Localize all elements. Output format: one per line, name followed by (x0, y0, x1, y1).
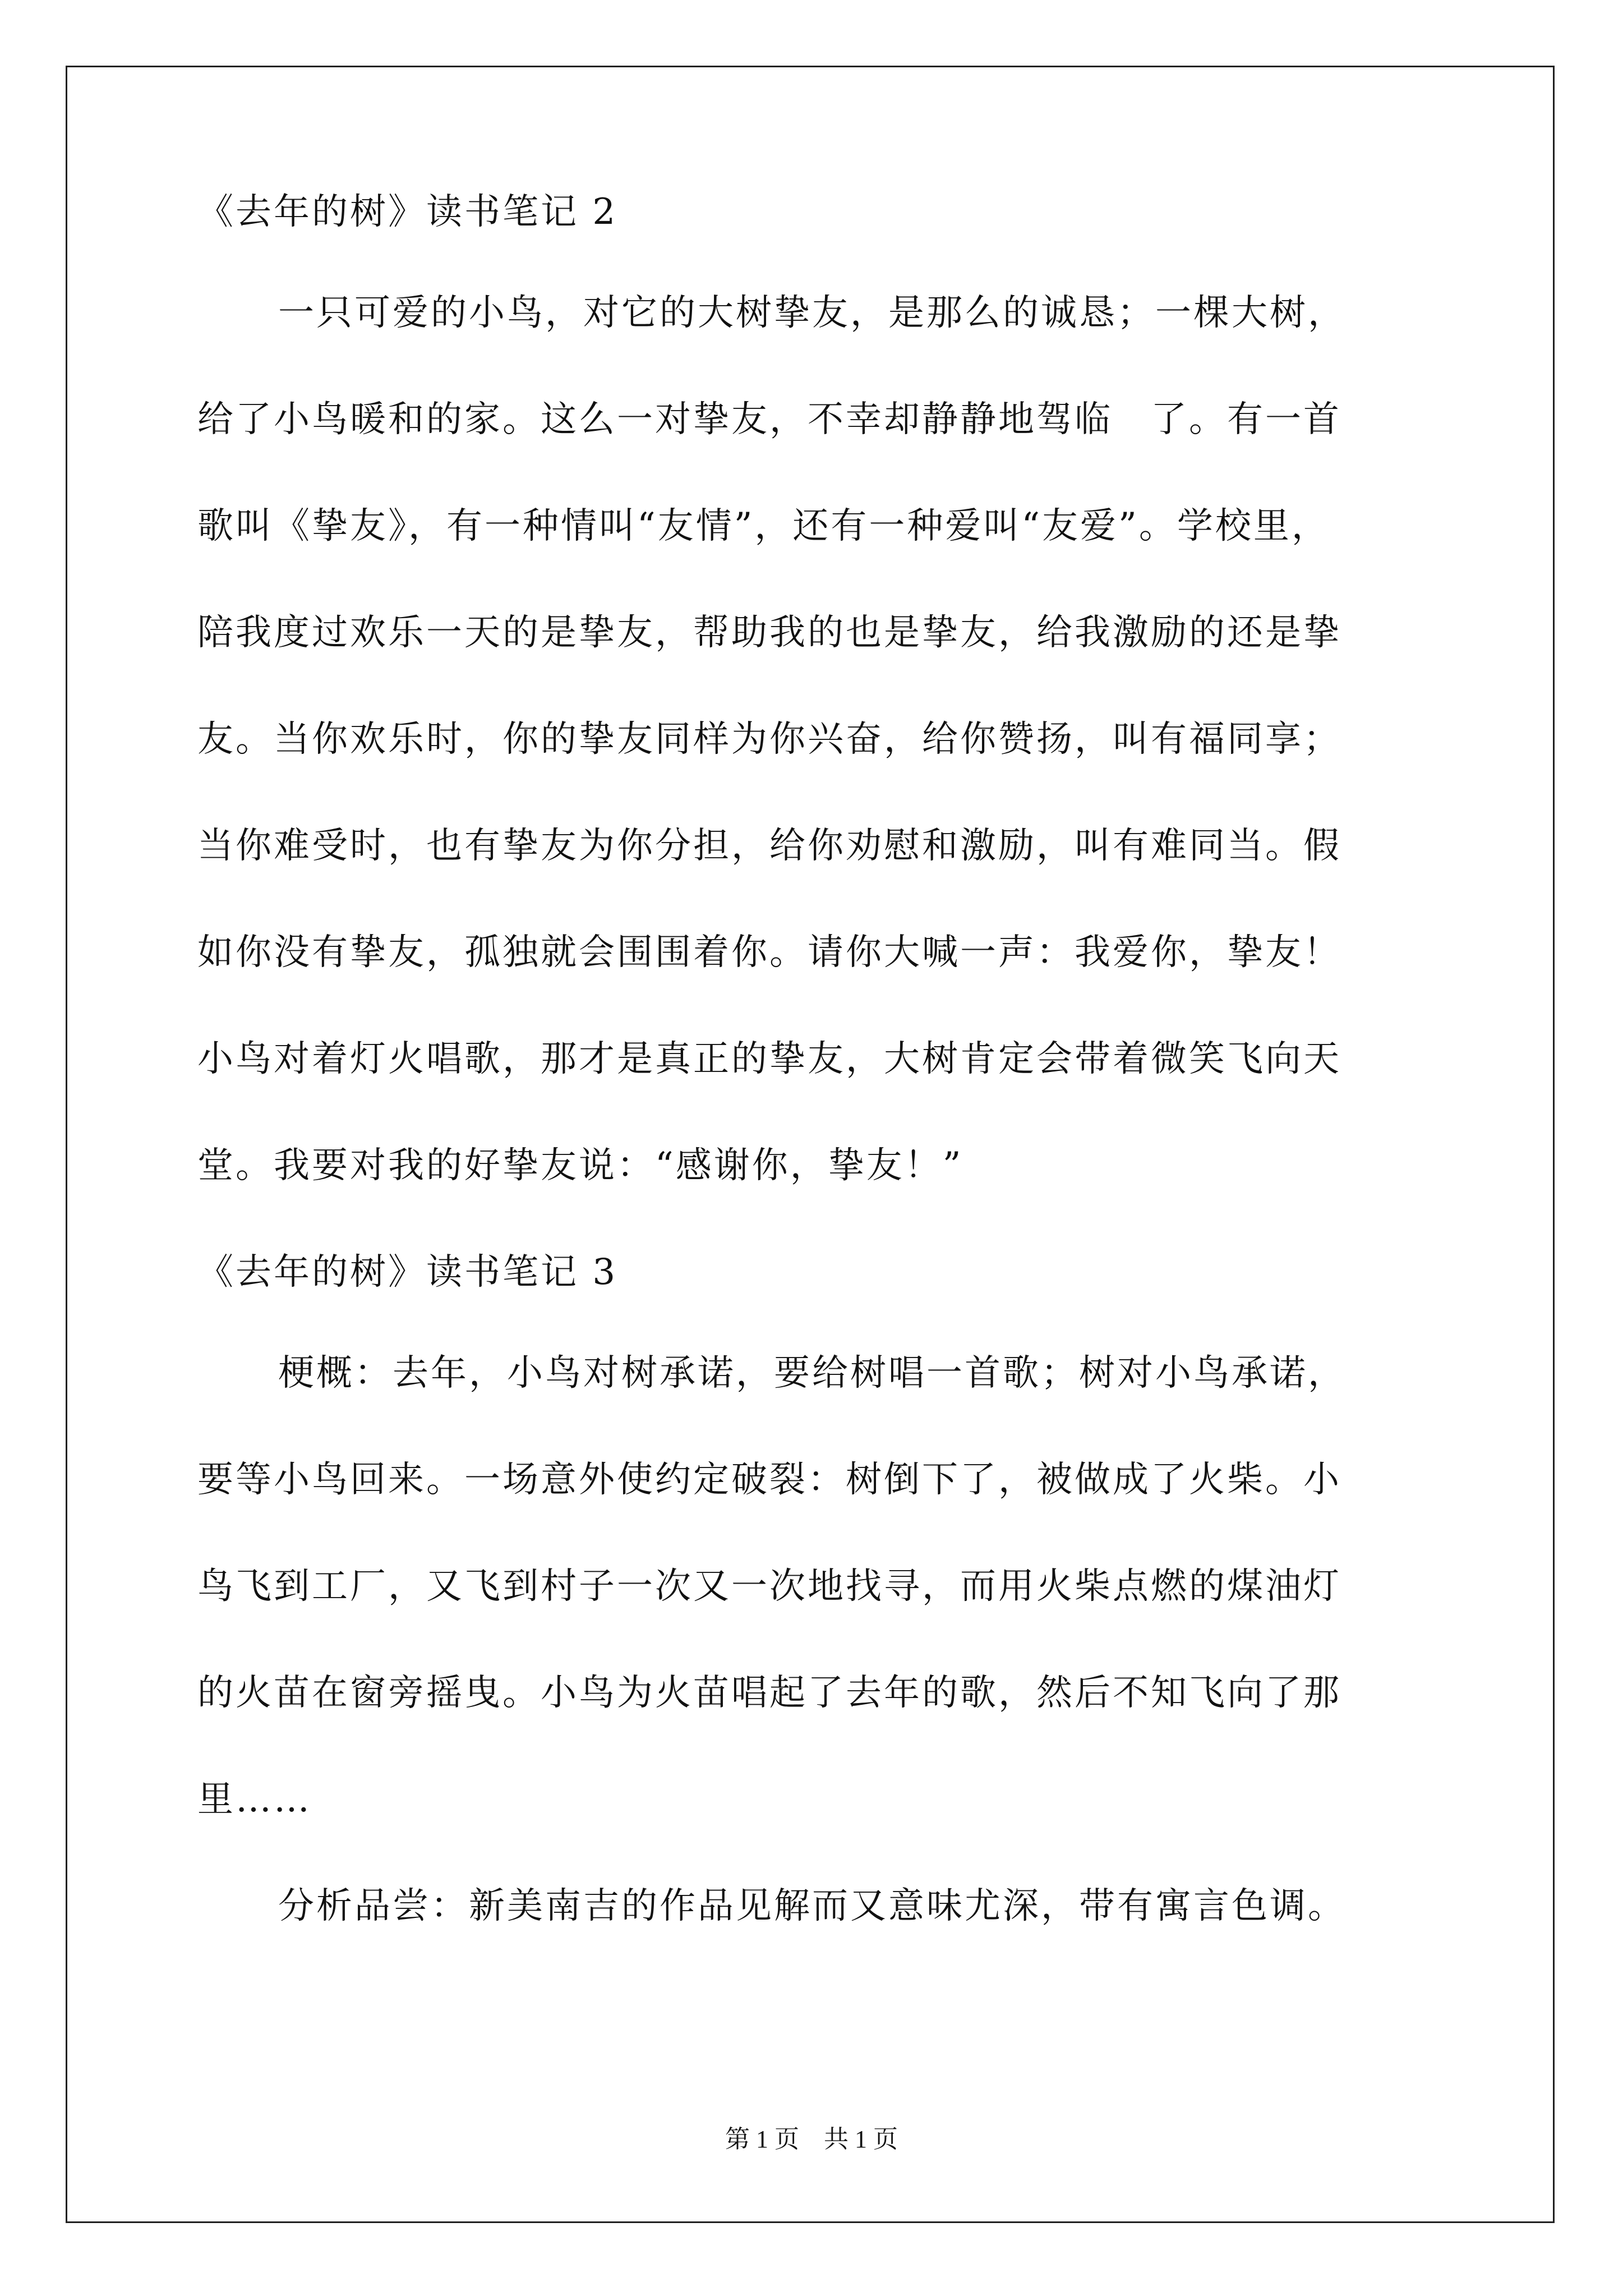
paragraph-line: 友。当你欢乐时，你的挚友同样为你兴奋，给你赞扬，叫有福同享； (197, 719, 1341, 760)
paragraph-line: 一只可爱的小鸟，对它的大树挚友，是那么的诚恳；一棵大树， (278, 292, 1346, 334)
page-footer: 第 1 页 共 1 页 (725, 2125, 898, 2153)
paragraph-line: 小鸟对着灯火唱歌，那才是真正的挚友，大树肯定会带着微笑飞向天 (197, 1038, 1341, 1080)
paragraph-line: 梗概：去年，小鸟对树承诺，要给树唱一首歌；树对小鸟承诺， (278, 1352, 1346, 1394)
paragraph-line: 鸟飞到工厂，又飞到村子一次又一次地找寻，而用火柴点燃的煤油灯 (197, 1566, 1341, 1607)
section-heading-2: 《去年的树》读书笔记 2 (197, 191, 618, 233)
paragraph-line: 给了小鸟暖和的家。这么一对挚友，不幸却静静地驾临 了。有一首 (197, 399, 1341, 440)
paragraph-line: 歌叫《挚友》，有一种情叫“友情”，还有一种爱叫“友爱”。学校里， (197, 505, 1330, 547)
paragraph-line: 分析品尝：新美南吉的作品见解而又意味尤深，带有寓言色调。 (278, 1885, 1346, 1927)
paragraph-line: 的火苗在窗旁摇曳。小鸟为火苗唱起了去年的歌，然后不知飞向了那 (197, 1672, 1341, 1714)
paragraph-line: 里…… (197, 1779, 312, 1820)
paragraph-line: 要等小鸟回来。一场意外使约定破裂：树倒下了，被做成了火柴。小 (197, 1459, 1341, 1501)
paragraph-line: 如你没有挚友，孤独就会围围着你。请你大喊一声：我爱你，挚友！ (197, 932, 1341, 973)
paragraph-line: 陪我度过欢乐一天的是挚友，帮助我的也是挚友，给我激励的还是挚 (197, 612, 1341, 654)
paragraph-line: 当你难受时，也有挚友为你分担，给你劝慰和激励，叫有难同当。假 (197, 825, 1341, 867)
section-heading-3: 《去年的树》读书笔记 3 (197, 1251, 618, 1293)
paragraph-line: 堂。我要对我的好挚友说：“感谢你，挚友！” (197, 1145, 963, 1186)
